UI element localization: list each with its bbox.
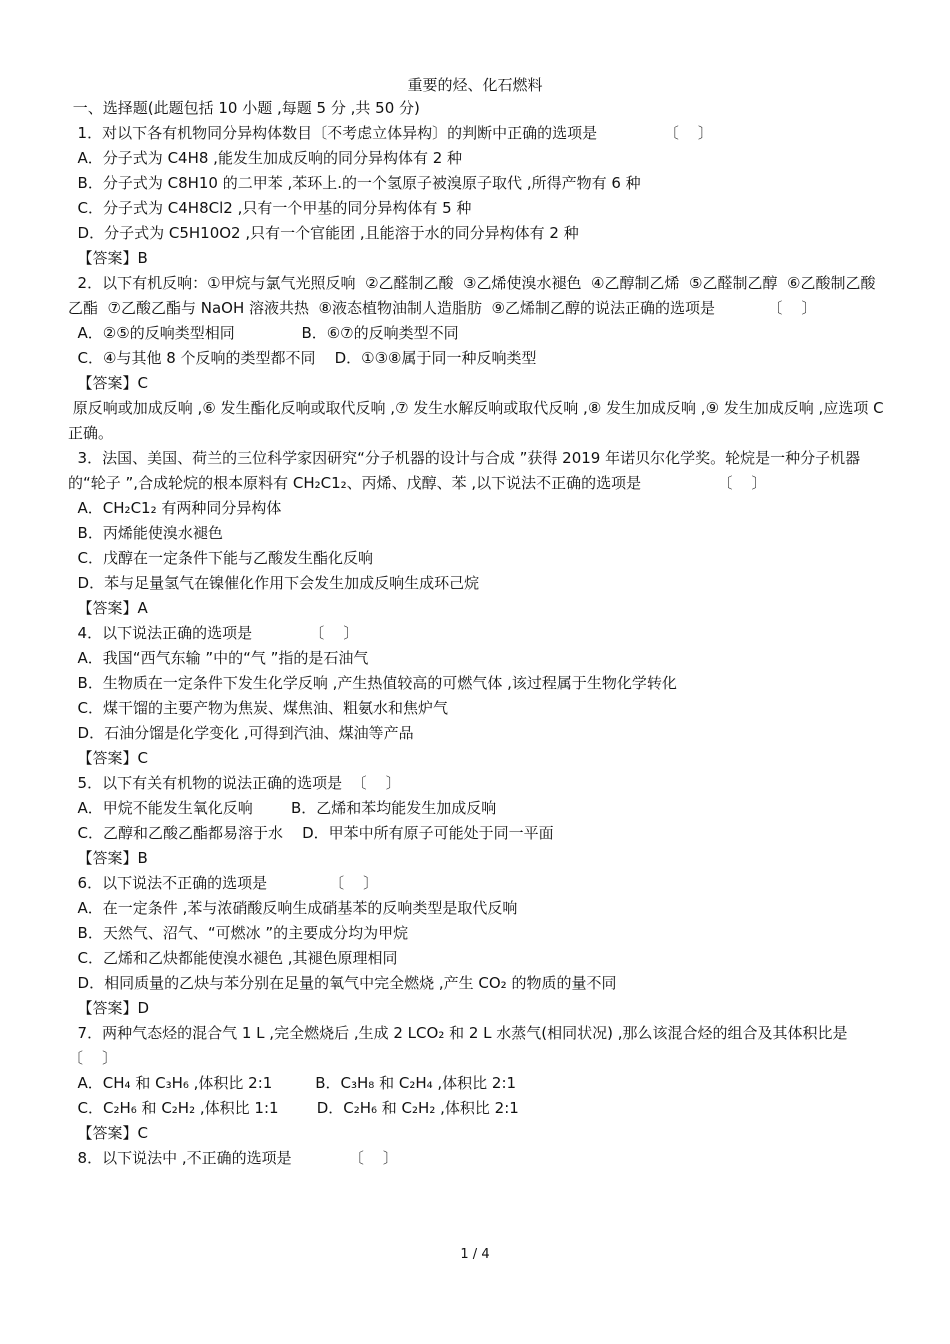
text-line: A．我国“西气东输 ”中的“气 ”指的是石油气 xyxy=(68,649,369,667)
document-title: 重要的烃、化石燃料 xyxy=(407,76,543,94)
text-line: C．乙醇和乙酸乙酯都易溶于水 D．甲苯中所有原子可能处于同一平面 xyxy=(68,824,554,842)
text-line: 4．以下说法正确的选项是 〔 〕 xyxy=(68,624,359,642)
text-line: 【答案】C xyxy=(68,374,149,392)
text-line: 【答案】C xyxy=(68,749,149,767)
text-line: 【答案】D xyxy=(68,999,150,1017)
text-line: A．甲烷不能发生氧化反响 B．乙烯和苯均能发生加成反响 xyxy=(68,799,497,817)
text-line: A．在一定条件 ,苯与浓硝酸反响生成硝基苯的反响类型是取代反响 xyxy=(68,899,518,917)
text-line: A．CH₄ 和 C₃H₆ ,体积比 2:1 B．C₃H₈ 和 C₂H₄ ,体积比 2:1 xyxy=(68,1074,517,1092)
text-line: D．苯与足量氢气在镍催化作用下会发生加成反响生成环己烷 xyxy=(68,574,480,592)
text-line: 1．对以下各有机物同分异构体数目〔不考虑立体异构〕的判断中正确的选项是 〔 〕 xyxy=(68,124,713,142)
text-line: 2．以下有机反响：①甲烷与氯气光照反响 ②乙醛制乙酸 ③乙烯使溴水褪色 ④乙醇制乙烯 ⑤乙醛制乙醇 ⑥乙酸制乙酸乙酯 ⑦乙酸乙酯与 NaOH 溶液共热 ⑧液态植物油制人造脂肪 ⑨乙烯制乙醇的说法正确的选项是 〔 〕 xyxy=(68,274,876,317)
text-line: C．④与其他 8 个反响的类型都不同 D．①③⑧属于同一种反响类型 xyxy=(68,349,537,367)
text-line: 5．以下有关有机物的说法正确的选项是 〔 〕 xyxy=(68,774,401,792)
text-line: C．乙烯和乙炔都能使溴水褪色 ,其褪色原理相同 xyxy=(68,949,398,967)
text-line: B．丙烯能使溴水褪色 xyxy=(68,524,223,542)
text-line: B．生物质在一定条件下发生化学反响 ,产生热值较高的可燃气体 ,该过程属于生物化学转化 xyxy=(68,674,677,692)
text-line: A．②⑤的反响类型相同 B．⑥⑦的反响类型不同 xyxy=(68,324,459,342)
text-line: 7．两种气态烃的混合气 1 L ,完全燃烧后 ,生成 2 LCO₂ 和 2 L 水蒸气(相同状况) ,那么该混合烃的组合及其体积比是 〔 〕 xyxy=(68,1024,896,1067)
text-line: D．分子式为 C5H10O2 ,只有一个官能团 ,且能溶于水的同分异构体有 2 种 xyxy=(68,224,579,242)
text-line: A．CH₂C1₂ 有两种同分异构体 xyxy=(68,499,282,517)
text-line: 8．以下说法中 ,不正确的选项是 〔 〕 xyxy=(68,1149,398,1167)
document-body xyxy=(68,96,896,1171)
text-line: D．相同质量的乙炔与苯分别在足量的氧气中完全燃烧 ,产生 CO₂ 的物质的量不同 xyxy=(68,974,617,992)
text-line: 原反响或加成反响 ,⑥ 发生酯化反响或取代反响 ,⑦ 发生水解反响或取代反响 ,⑧ 发生加成反响 ,⑨ 发生加成反响 ,应选项 C 正确。 xyxy=(68,399,889,442)
text-line: B．分子式为 C8H10 的二甲苯 ,苯环上.的一个氢原子被溴原子取代 ,所得产物有 6 种 xyxy=(68,174,641,192)
text-line: C．分子式为 C4H8Cl2 ,只有一个甲基的同分异构体有 5 种 xyxy=(68,199,472,217)
text-line: 【答案】C xyxy=(68,1124,149,1142)
text-line: D．石油分馏是化学变化 ,可得到汽油、煤油等产品 xyxy=(68,724,414,742)
text-line: 一、选择题(此题包括 10 小题 ,每题 5 分 ,共 50 分) xyxy=(68,99,420,117)
text-line: 6．以下说法不正确的选项是 〔 〕 xyxy=(68,874,379,892)
text-line: A．分子式为 C4H8 ,能发生加成反响的同分异构体有 2 种 xyxy=(68,149,463,167)
text-line: 【答案】B xyxy=(68,249,148,267)
text-line: C．戊醇在一定条件下能与乙酸发生酯化反响 xyxy=(68,549,374,567)
text-line: B．天然气、沼气、“可燃冰 ”的主要成分均为甲烷 xyxy=(68,924,409,942)
text-line: 【答案】A xyxy=(68,599,148,617)
text-line: C．煤干馏的主要产物为焦炭、煤焦油、粗氨水和焦炉气 xyxy=(68,699,449,717)
text-line: 3．法国、美国、荷兰的三位科学家因研究“分子机器的设计与合成 ”获得 2019 年诺贝尔化学奖。轮烷是一种分子机器的“轮子 ”,合成轮烷的根本原料有 CH₂C1₂、丙烯、戊醇、苯 ,以下说法不正确的选项是 〔 〕 xyxy=(68,449,861,492)
text-line: 【答案】B xyxy=(68,849,148,867)
text-line: C．C₂H₆ 和 C₂H₂ ,体积比 1:1 D．C₂H₆ 和 C₂H₂ ,体积比 2:1 xyxy=(68,1099,519,1117)
page-number: 1 / 4 xyxy=(460,1247,490,1262)
